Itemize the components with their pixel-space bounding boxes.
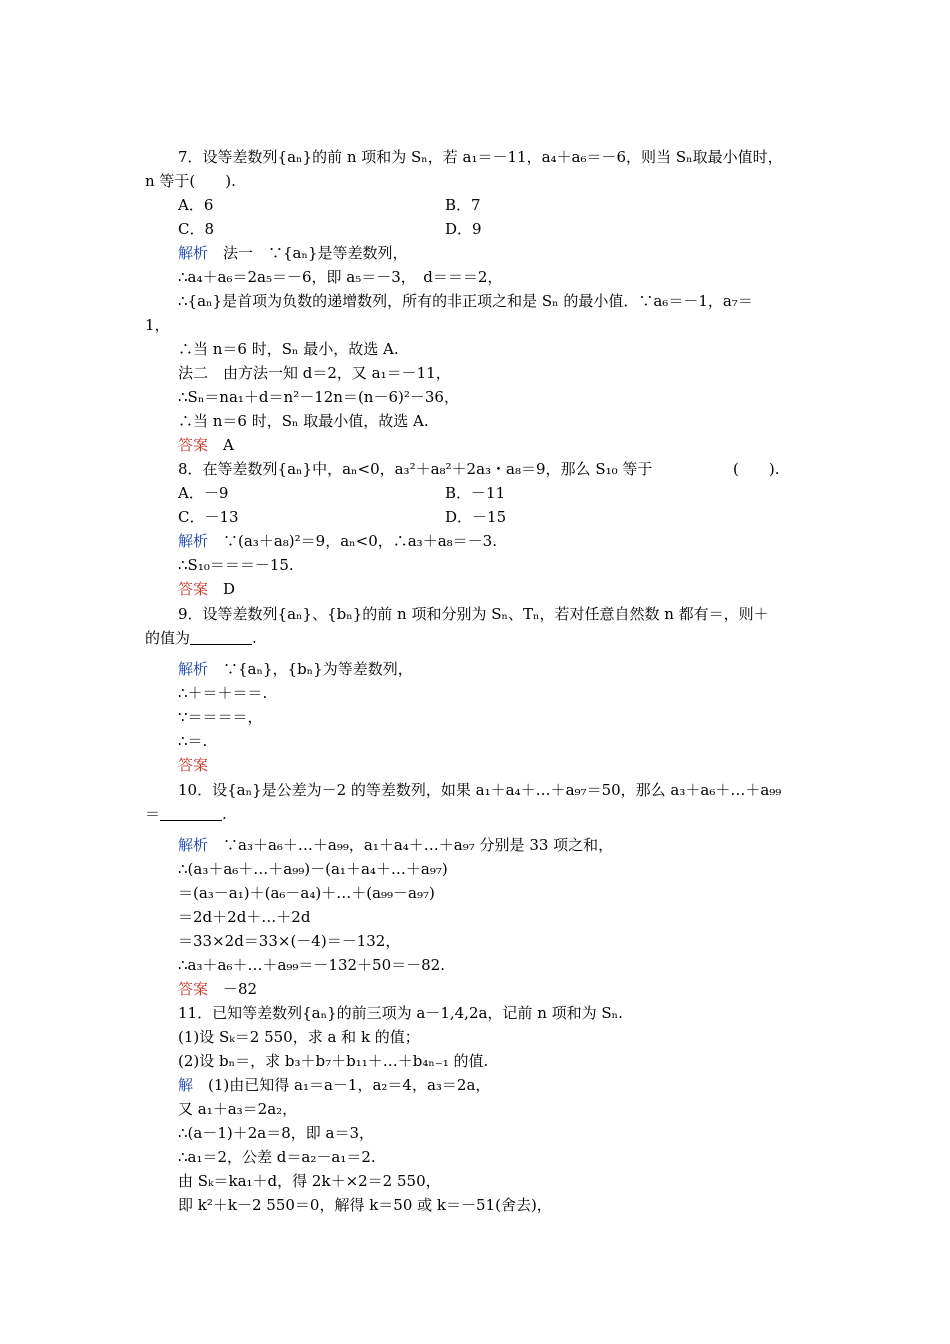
q7-answer-label: 答案 [178,436,209,454]
q8-option-a: A．－9 [178,484,229,502]
q11-solution-label: 解 [178,1076,194,1094]
q7-analysis-line [178,243,408,263]
q9-stem-line1: 9．设等差数列{aₙ}、{bₙ}的前 n 项和分别为 Sₙ、Tₙ，若对任意自然数 n 都有＝，则＋ [178,605,769,623]
q9-analysis-line [178,659,413,679]
q9-stem2-end: . [252,629,257,647]
q10-answer: －82 [208,980,258,998]
q11-stem: 11．已知等差数列{aₙ}的前三项为 a－1,4,2a，记前 n 项和为 Sₙ. [178,1004,623,1022]
q7-option-d: D．9 [445,220,482,238]
q7-option-b: B．7 [445,196,481,214]
q10-stem2-end: . [222,805,227,823]
q7-line: ∴{aₙ}是首项为负数的递增数列，所有的非正项之和是 Sₙ 的最小值．∵a₆＝－1，a₇＝ [178,292,753,310]
q11-part1: (1)设 Sₖ＝2 550，求 a 和 k 的值； [178,1028,420,1046]
q8-answer-line [178,579,235,599]
q8-option-c: C．－13 [178,508,239,526]
q10-analysis-line [178,835,613,855]
q9-answer-label: 答案 [178,756,209,774]
q9-analysis-text: ∵{aₙ}，{bₙ}为等差数列， [208,660,413,678]
q9-stem2-text: 的值为 [145,629,191,647]
q8-analysis-line [178,531,497,551]
q7-answer-line [178,435,234,455]
q7-stem-line2: n 等于( ). [145,172,236,190]
q11-solution-text: (1)由已知得 a₁＝a－1，a₂＝4，a₃＝2a， [193,1076,491,1094]
q8-answer-label: 答案 [178,580,209,598]
q11-line: 即 k²＋k－2 550＝0，解得 k＝50 或 k＝－51(舍去)， [178,1196,552,1214]
q10-line: ＝(a₃－a₁)＋(a₆－a₄)＋…＋(a₉₉－a₉₇) [178,884,435,902]
q7-line: ∴当 n＝6 时，Sₙ 最小，故选 A. [178,340,399,358]
q8-answer: D [208,580,236,598]
q8-option-d: D．－15 [445,508,507,526]
q11-solution-line [178,1075,490,1095]
q9-answer-line [178,755,208,775]
q8-option-b: B．－11 [445,484,506,502]
q8-analysis-label: 解析 [178,532,209,550]
q10-stem-line2 [145,804,227,824]
q9-stem-line2 [145,628,257,648]
q7-analysis-label: 解析 [178,244,209,262]
q7-line: ∴当 n＝6 时，Sₙ 取最小值，故选 A. [178,412,429,430]
q11-part2: (2)设 bₙ＝，求 b₃＋b₇＋b₁₁＋…＋b₄ₙ₋₁ 的值. [178,1052,489,1070]
q7-line: 1， [145,316,170,334]
q7-line: ∴Sₙ＝na₁＋d＝n²－12n＝(n－6)²－36， [178,388,459,406]
q7-answer: A [208,436,234,454]
q10-stem-line1: 10．设{aₙ}是公差为－2 的等差数列，如果 a₁＋a₄＋…＋a₉₇＝50，那么 a₃＋a₆＋…＋a₉₉ [178,781,782,799]
q10-line: ＝33×2d＝33×(－4)＝－132， [178,932,401,950]
q9-answer-blank[interactable] [190,630,252,645]
q10-line: ∴(a₃＋a₆＋…＋a₉₉)－(a₁＋a₄＋…＋a₉₇) [178,860,448,878]
q8-stem: 8．在等差数列{aₙ}中，aₙ<0，a₃²＋a₈²＋2a₃・a₈＝9，那么 S₁₀ 等于 [178,460,653,478]
q10-stem2-text: ＝ [145,805,161,823]
q8-analysis-text: ∵(a₃＋a₈)²＝9，aₙ<0，∴a₃＋a₈＝－3. [208,532,497,550]
q8-line: ∴S₁₀＝＝＝－15. [178,556,294,574]
q7-line: 法二 由方法一知 d＝2，又 a₁＝－11， [178,364,451,382]
q7-option-c: C．8 [178,220,215,238]
q9-line: ∵＝＝＝＝， [178,708,263,726]
q7-line: ∴a₄＋a₆＝2a₅＝－6，即 a₅＝－3， d＝＝＝2， [178,268,503,286]
q7-analysis-text: 法一 ∵{aₙ}是等差数列， [208,244,408,262]
q10-line: ＝2d＋2d＋…＋2d [178,908,311,926]
q11-line: 又 a₁＋a₃＝2a₂， [178,1100,298,1118]
q7-option-a: A．6 [178,196,214,214]
q10-answer-blank[interactable] [160,806,222,821]
q9-line: ∴＝. [178,732,208,750]
q10-analysis-text: ∵a₃＋a₆＋…＋a₉₉，a₁＋a₄＋…＋a₉₇ 分别是 33 项之和， [208,836,614,854]
q11-line: ∴(a－1)＋2a＝8，即 a＝3， [178,1124,375,1142]
q9-line: ∴＋＝＋＝＝. [178,684,268,702]
q7-stem-line1: 7．设等差数列{aₙ}的前 n 项和为 Sₙ，若 a₁＝－11，a₄＋a₆＝－6，则当 Sₙ取最小值时， [178,148,783,166]
q10-analysis-label: 解析 [178,836,209,854]
q9-analysis-label: 解析 [178,660,209,678]
q8-paren: ( ). [733,460,780,478]
q11-line: ∴a₁＝2，公差 d＝a₂－a₁＝2. [178,1148,376,1166]
q10-line: ∴a₃＋a₆＋…＋a₉₉＝－132＋50＝－82. [178,956,445,974]
q11-line: 由 Sₖ＝ka₁＋d，得 2k＋×2＝2 550， [178,1172,441,1190]
q10-answer-line [178,979,257,999]
q10-answer-label: 答案 [178,980,209,998]
